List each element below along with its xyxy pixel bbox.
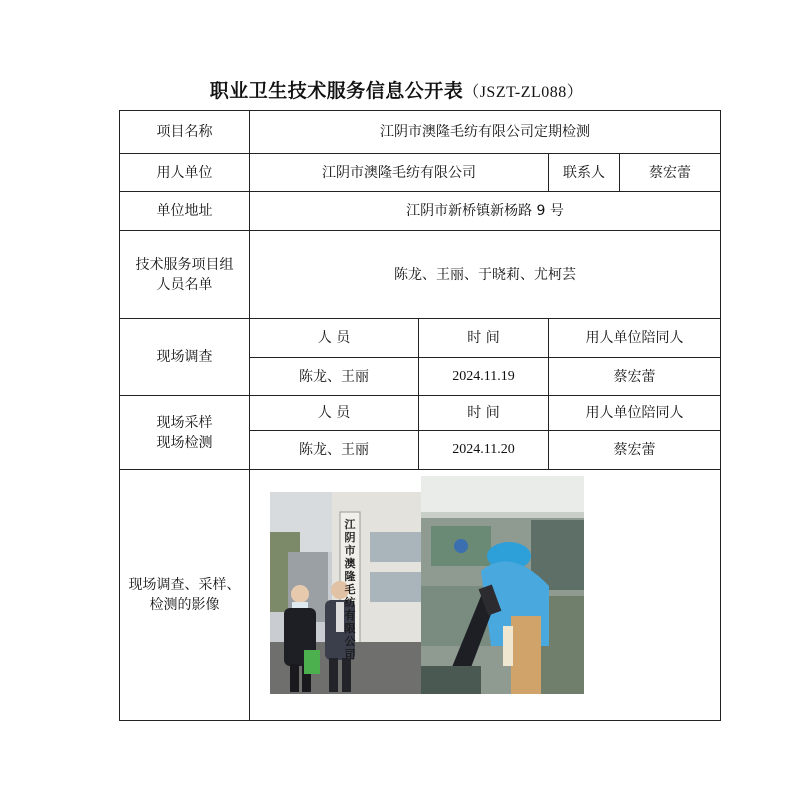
team-label xyxy=(120,231,250,319)
row-team xyxy=(120,231,721,319)
row-survey-header xyxy=(120,319,721,358)
sampling-personnel: 陈龙、王丽 xyxy=(250,431,419,470)
contact-value: 蔡宏蕾 xyxy=(620,154,721,192)
form-code: （JSZT-ZL088） xyxy=(463,84,584,101)
page-title xyxy=(0,76,793,103)
survey-header-time: 时 间 xyxy=(419,319,549,358)
title-text: 职业卫生技术服务信息公开表 xyxy=(209,80,464,102)
sampling-label-line2: 现场检测 xyxy=(156,434,213,451)
survey-time: 2024.11.19 xyxy=(419,358,549,396)
team-label-line2: 人员名单 xyxy=(156,276,213,293)
survey-header-companion: 用人单位陪同人 xyxy=(549,319,721,358)
site-survey-photo xyxy=(270,492,421,694)
info-table xyxy=(119,110,721,721)
site-sampling-photo xyxy=(421,476,584,694)
sampling-companion: 蔡宏蕾 xyxy=(549,431,721,470)
company-sign-text: 江阴市澳隆毛纺有限公司 xyxy=(344,518,356,661)
sampling-header-time: 时 间 xyxy=(419,396,549,431)
survey-header-personnel: 人 员 xyxy=(250,319,419,358)
images-label-line1: 现场调查、采样、 xyxy=(128,577,241,593)
images-label-line2: 检测的影像 xyxy=(149,597,220,613)
survey-label: 现场调查 xyxy=(120,319,250,396)
survey-companion: 蔡宏蕾 xyxy=(549,358,721,396)
sampling-header-personnel: 人 员 xyxy=(250,396,419,431)
row-address xyxy=(120,192,721,231)
employer-label: 用人单位 xyxy=(120,154,250,192)
team-label-line1: 技术服务项目组 xyxy=(135,256,234,273)
address-value: 江阴市新桥镇新杨路 9 号 xyxy=(250,192,721,231)
sampling-header-companion: 用人单位陪同人 xyxy=(549,396,721,431)
address-label: 单位地址 xyxy=(120,192,250,231)
images-label xyxy=(120,470,250,721)
survey-personnel: 陈龙、王丽 xyxy=(250,358,419,396)
sampling-time: 2024.11.20 xyxy=(419,431,549,470)
sampling-label xyxy=(120,396,250,470)
photo-group xyxy=(270,476,584,694)
row-sampling-header xyxy=(120,396,721,431)
employer-value: 江阴市澳隆毛纺有限公司 xyxy=(250,154,549,192)
images-cell xyxy=(250,470,721,721)
row-project-name xyxy=(120,111,721,154)
row-employer xyxy=(120,154,721,192)
team-value: 陈龙、王丽、于晓莉、尤柯芸 xyxy=(250,231,721,319)
row-images xyxy=(120,470,721,721)
project-name-label: 项目名称 xyxy=(120,111,250,154)
project-name-value: 江阴市澳隆毛纺有限公司定期检测 xyxy=(250,111,721,154)
sampling-label-line1: 现场采样 xyxy=(156,414,213,431)
contact-label: 联系人 xyxy=(549,154,620,192)
